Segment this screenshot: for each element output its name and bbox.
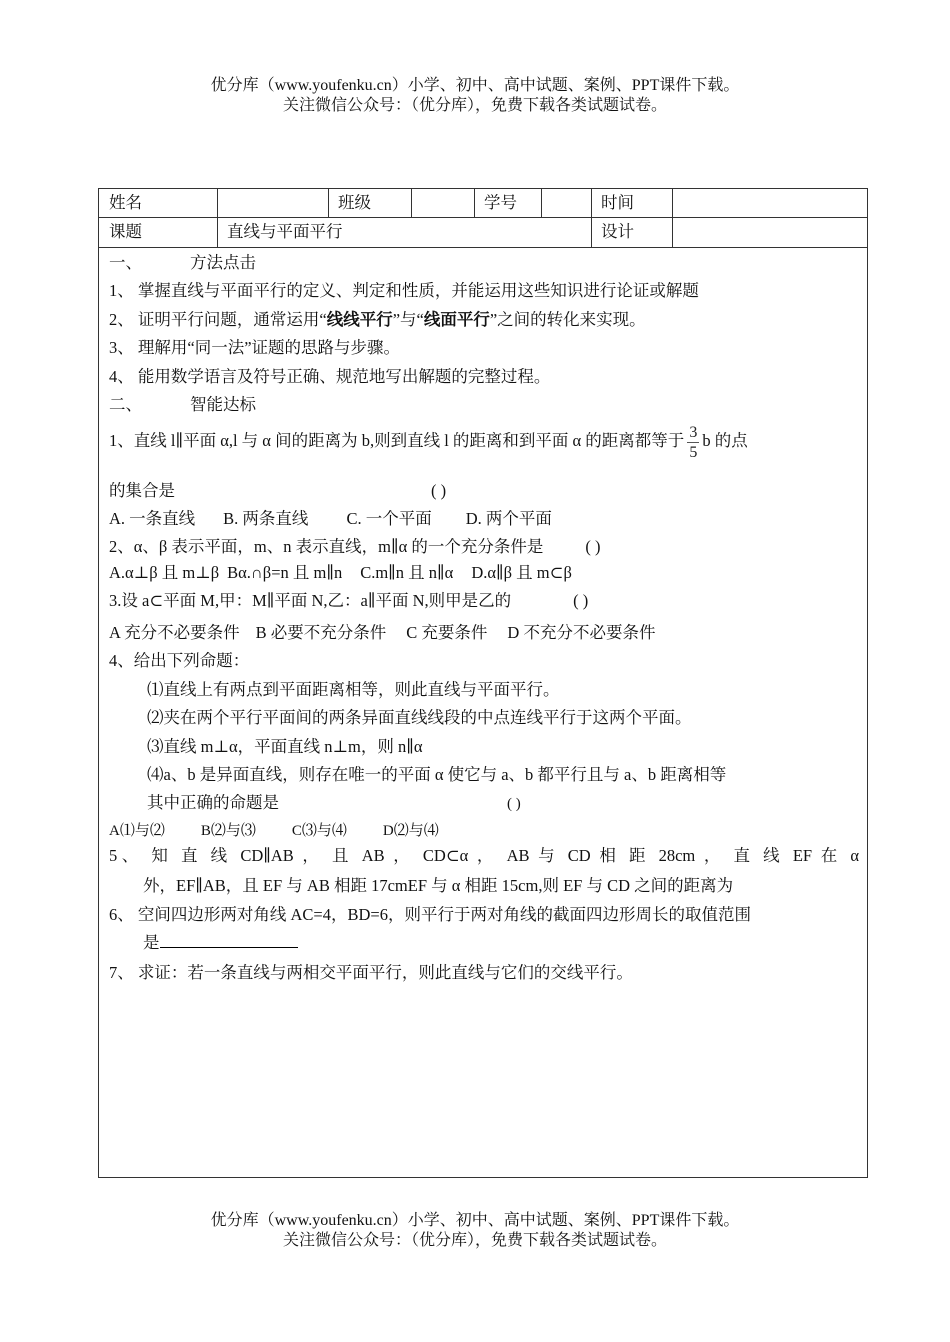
question-3-options <box>109 621 655 645</box>
option-c[interactable]: C. 一个平面 <box>346 509 432 528</box>
section-2-heading: 二、 智能达标 <box>109 395 256 414</box>
question-5-line-2: 外，EF∥AB，且 EF 与 AB 相距 17cmEF 与 α 相距 15cm,则 EF 与 CD 之间的距离为 <box>143 876 734 895</box>
proposition-1: ⑴直线上有两点到平面距离相等，则此直线与平面平行。 <box>147 680 560 699</box>
student-number-label: 学号 <box>484 193 517 212</box>
option-c[interactable]: C⑶与⑷ <box>291 823 347 839</box>
option-b[interactable]: B 必要不充分条件 <box>255 623 387 642</box>
question-6-line-1: 6、 空间四边形两对角线 AC=4，BD=6，则平行于两对角线的截面四边形周长的取值范围 <box>109 905 751 924</box>
answer-bracket[interactable]: ( ) <box>507 796 521 812</box>
option-d[interactable]: D.α∥β 且 m⊂β <box>471 563 572 582</box>
method-item-2: 2、 证明平行问题，通常运用“线线平行”与“线面平行”之间的转化来实现。 <box>109 310 646 329</box>
question-1-options <box>109 507 552 531</box>
question-7: 7、 求证：若一条直线与两相交平面平行，则此直线与它们的交线平行。 <box>109 963 633 982</box>
option-b[interactable]: B. 两条直线 <box>223 509 309 528</box>
answer-bracket[interactable]: ( ) <box>573 591 589 610</box>
section-1-heading: 一、 方法点击 <box>109 253 256 272</box>
question-1: 1、直线 l∥平面 α,l 与 α 间的距离为 b,则到直线 l 的距离和到平面 α 的距离都等于 $\frac{3}{5}$ b 的点 <box>109 423 748 461</box>
question-4-options <box>109 819 439 843</box>
option-b[interactable]: Bα.∩β=n 且 m∥n <box>227 563 343 582</box>
time-label: 时间 <box>601 193 634 212</box>
question-4-ask: 其中正确的命题是 ( ) <box>147 793 521 812</box>
option-d[interactable]: D⑵与⑷ <box>382 823 439 839</box>
header-line-2: 关注微信公众号：（优分库），免费下载各类试题试卷。 <box>282 97 667 114</box>
footer-line-2: 关注微信公众号：（优分库），免费下载各类试题试卷。 <box>282 1232 667 1249</box>
question-3: 3.设 a⊂平面 M,甲：M∥平面 N,乙：a∥平面 N,则甲是乙的 ( ) <box>109 591 589 610</box>
question-5-line-1: 5、 知 直 线 CD∥AB ， 且 AB ， CD⊂α ， AB 与 CD 相 距 28cm ， 直 线 EF 在 α <box>109 846 859 865</box>
question-4: 4、给出下列命题： <box>109 651 250 670</box>
name-field[interactable] <box>217 189 328 217</box>
option-a[interactable]: A⑴与⑵ <box>109 823 165 839</box>
option-c[interactable]: C 充要条件 <box>406 623 488 642</box>
option-a[interactable]: A.α⊥β 且 m⊥β <box>109 563 220 582</box>
option-d[interactable]: D. 两个平面 <box>465 509 552 528</box>
question-2-options <box>109 561 572 585</box>
design-field[interactable] <box>672 218 867 247</box>
method-item-4: 4、 能用数学语言及符号正确、规范地写出解题的完整过程。 <box>109 367 551 386</box>
question-2: 2、α、β 表示平面，m、n 表示直线，m∥α 的一个充分条件是 ( ) <box>109 537 601 556</box>
footer-line-1: 优分库（www.youfenku.cn）小学、初中、高中试题、案例、PPT课件下载。 <box>210 1212 740 1229</box>
answer-blank[interactable] <box>160 931 298 948</box>
method-item-3: 3、 理解用“同一法”证题的思路与步骤。 <box>109 338 401 357</box>
student-number-field[interactable] <box>541 189 591 217</box>
answer-bracket[interactable]: ( ) <box>585 537 601 556</box>
proposition-2: ⑵夹在两个平行平面间的两条异面直线线段的中点连线平行于这两个平面。 <box>147 708 692 727</box>
option-a[interactable]: A. 一条直线 <box>109 509 196 528</box>
topic-label: 课题 <box>109 222 142 241</box>
fraction-three-fifths: $\frac{3}{5}$ <box>689 423 698 461</box>
option-b[interactable]: B⑵与⑶ <box>200 823 256 839</box>
class-label: 班级 <box>338 193 371 212</box>
name-label: 姓名 <box>109 193 142 212</box>
topic-value: 直线与平面平行 <box>227 222 343 241</box>
proposition-4: ⑷a、b 是异面直线，则存在唯一的平面 α 使它与 a、b 都平行且与 a、b 距离相等 <box>147 765 727 784</box>
method-item-1: 1、 掌握直线与平面平行的定义、判定和性质，并能运用这些知识进行论证或解题 <box>109 281 699 300</box>
option-a[interactable]: A 充分不必要条件 <box>109 623 240 642</box>
class-field[interactable] <box>411 189 474 217</box>
header-line-1: 优分库（www.youfenku.cn）小学、初中、高中试题、案例、PPT课件下载。 <box>210 77 740 94</box>
worksheet-table <box>98 188 868 1178</box>
page-header <box>0 76 950 116</box>
question-6-line-2: 是 <box>109 931 298 955</box>
page-footer <box>0 1211 950 1251</box>
row-divider-2 <box>99 247 867 248</box>
time-field[interactable] <box>672 189 867 217</box>
proposition-3: ⑶直线 m⊥α，平面直线 n⊥m，则 n∥α <box>147 737 423 756</box>
option-c[interactable]: C.m∥n 且 n∥α <box>360 563 454 582</box>
question-1-continued: 的集合是 ( ) <box>109 481 447 500</box>
design-label: 设计 <box>601 222 634 241</box>
option-d[interactable]: D 不充分不必要条件 <box>507 623 656 642</box>
answer-bracket[interactable]: ( ) <box>431 481 447 500</box>
